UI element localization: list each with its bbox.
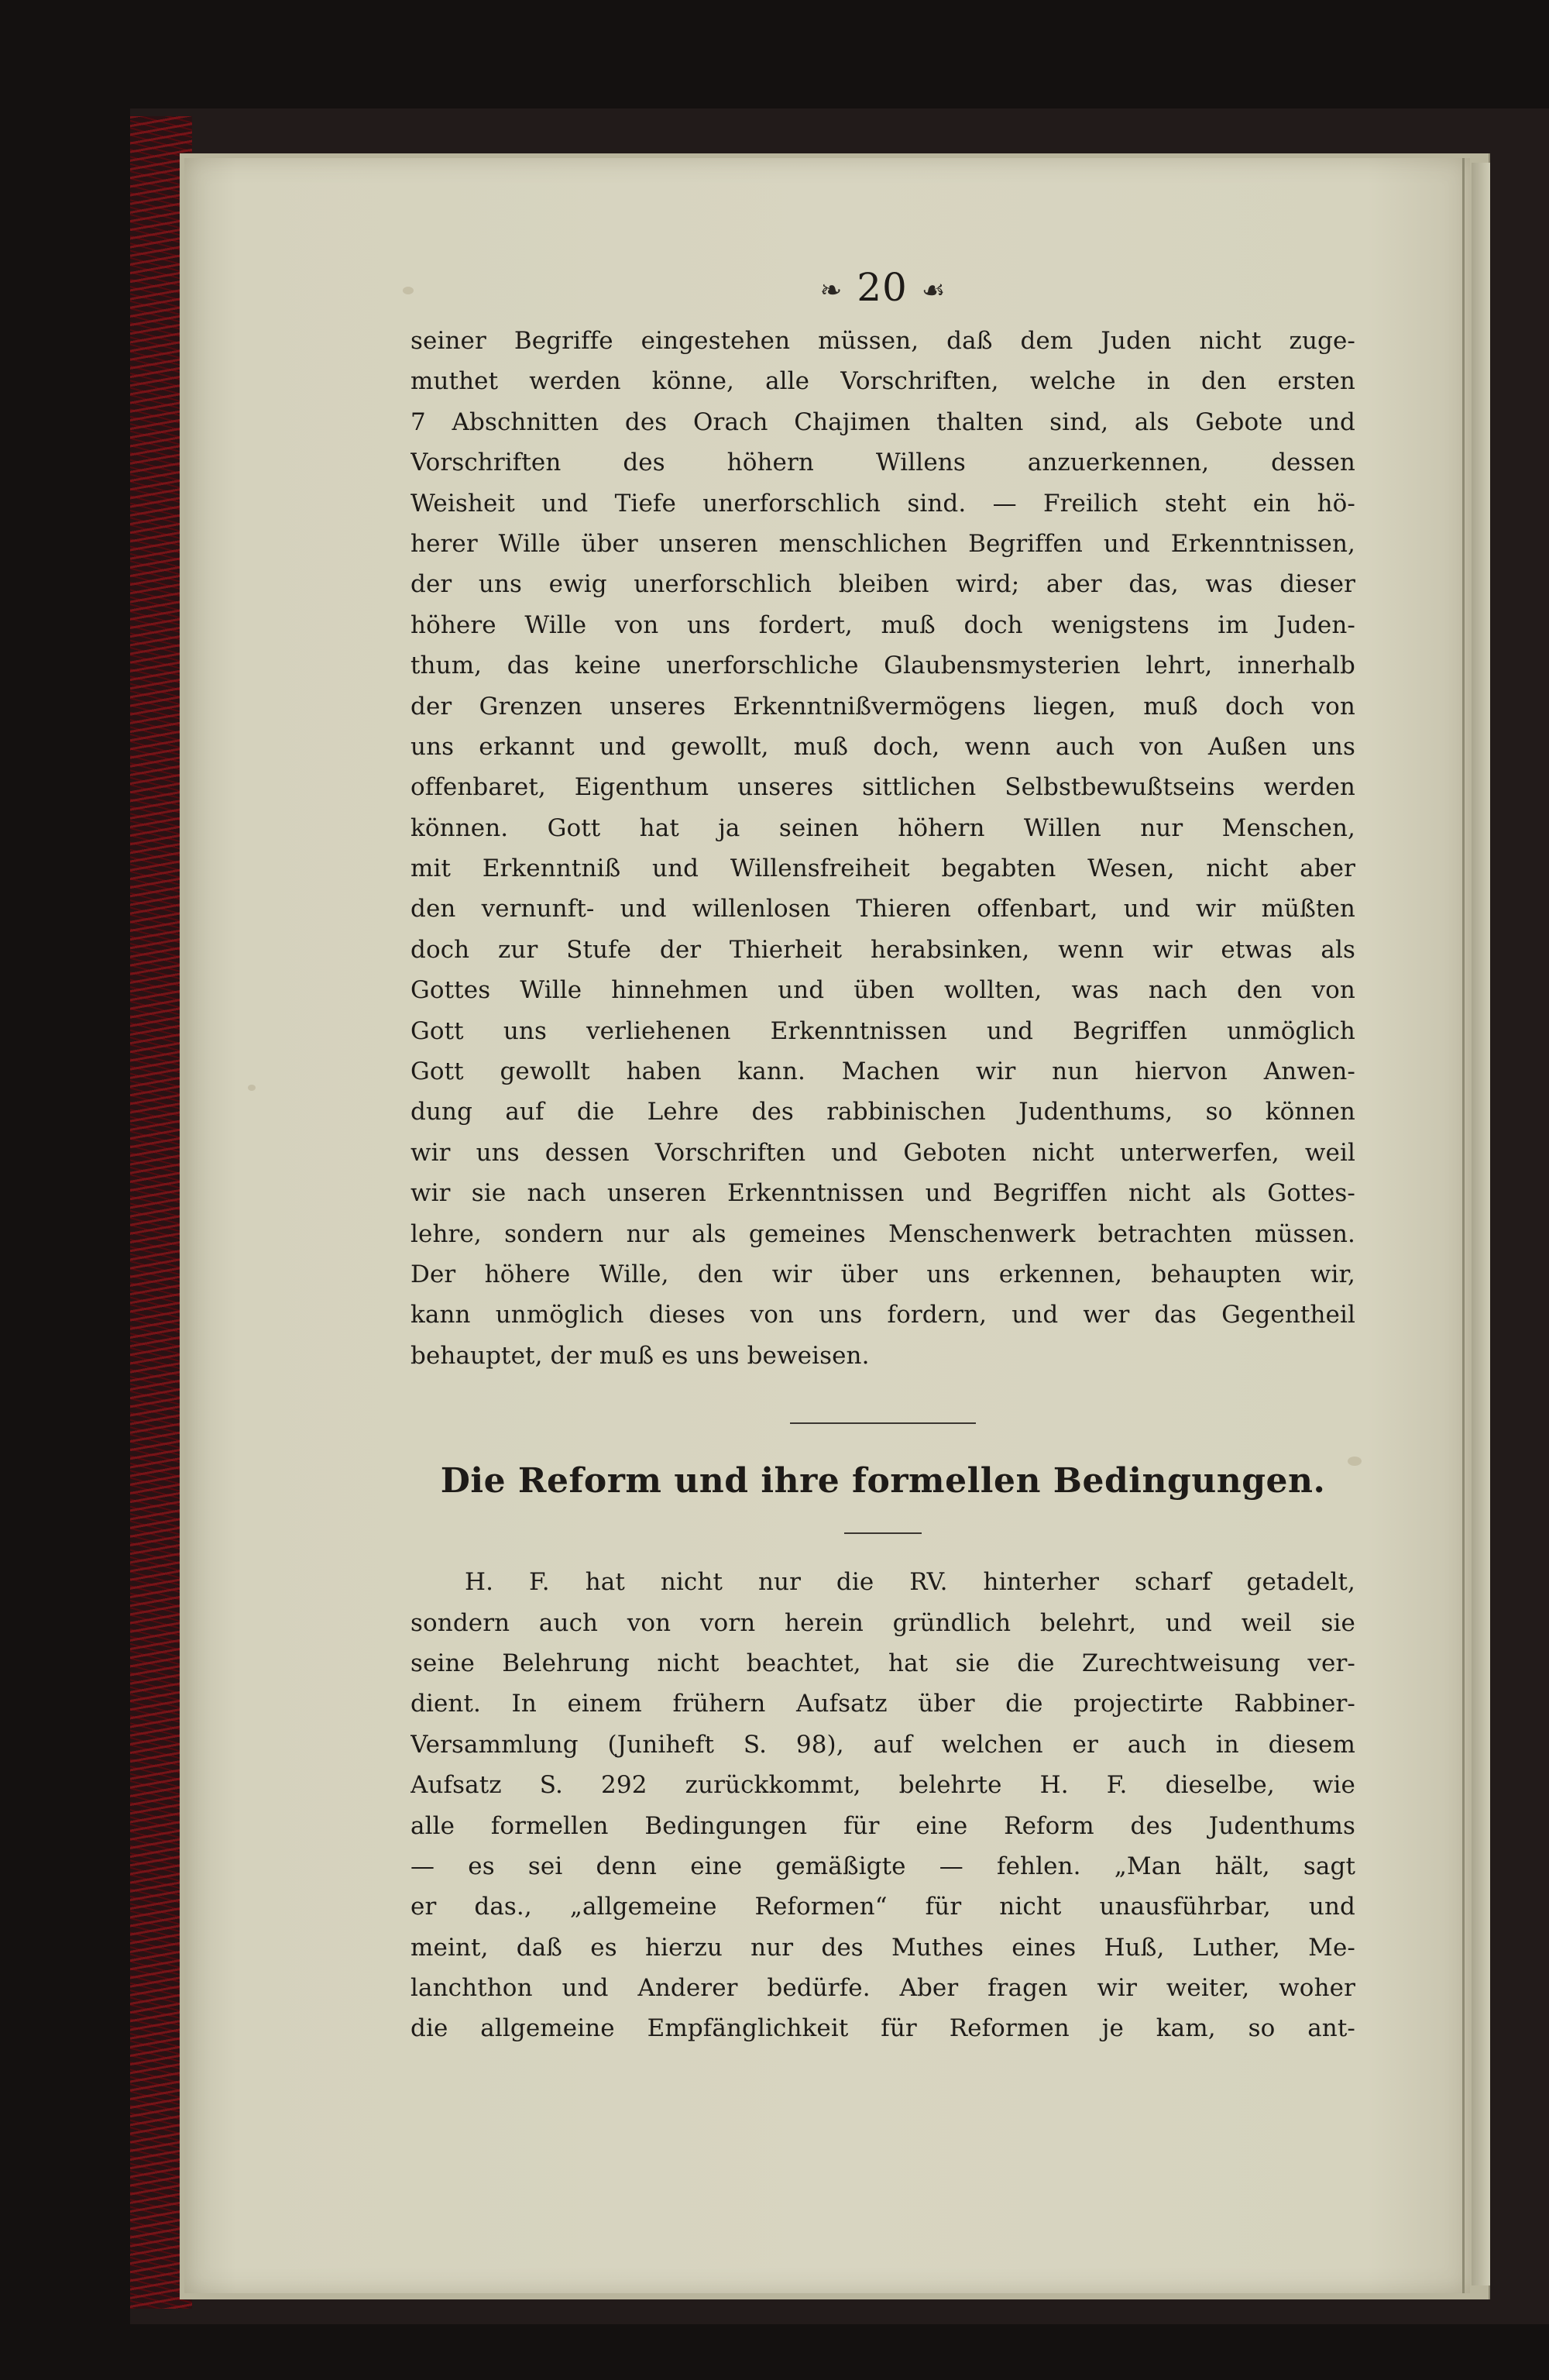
page-fold-line [1462, 158, 1465, 2293]
text-line: behauptet, der muß es uns beweisen. [410, 1341, 870, 1370]
text-line: sondern auch von vorn herein gründlich belehrt, und weil sie [410, 1608, 1355, 1637]
text-line: der Grenzen unseres Erkenntnißvermögens liegen, muß doch von [410, 692, 1355, 721]
ornament-left-icon: ❧ [819, 275, 843, 306]
text-line: seiner Begriffe eingestehen müssen, daß dem Juden nicht zuge- [410, 327, 1355, 355]
text-line: alle formellen Bedingungen für eine Reform des Judenthums [410, 1811, 1355, 1840]
text-line: thum, das keine unerforschliche Glaubensmysterien lehrt, innerhalb [410, 652, 1355, 680]
text-line: Vorschriften des höhern Willens anzuerkennen, dessen [410, 449, 1355, 477]
section-divider-top [790, 1422, 976, 1424]
paragraph-2 [410, 1562, 1355, 2049]
text-line: wir uns dessen Vorschriften und Geboten nicht unterwerfen, weil [410, 1138, 1355, 1167]
text-line: Gott uns verliehenen Erkenntnissen und Begriffen unmöglich [410, 1016, 1355, 1045]
text-line: — es sei denn eine gemäßigte — fehlen. „Man hält, sagt [410, 1852, 1355, 1880]
text-line: Weisheit und Tiefe unerforschlich sind. — Freilich steht ein hö- [410, 489, 1355, 518]
foxing-spot [248, 1085, 256, 1091]
page-header [410, 256, 1355, 319]
text-line: doch zur Stufe der Thierheit herabsinken, wenn wir etwas als [410, 935, 1355, 964]
text-line: dung auf die Lehre des rabbinischen Judenthums, so können [410, 1098, 1355, 1126]
text-line: mit Erkenntniß und Willensfreiheit begabten Wesen, nicht aber [410, 855, 1355, 883]
text-line: lehre, sondern nur als gemeines Menschenwerk betrachten müssen. [410, 1219, 1355, 1248]
text-line: 7 Abschnitten des Orach Chajimen thalten sind, als Gebote und [410, 408, 1355, 436]
page-number: 20 [857, 265, 908, 310]
text-line: dient. In einem frühern Aufsatz über die projectirte Rabbiner- [410, 1690, 1355, 1718]
text-line: uns erkannt und gewollt, muß doch, wenn auch von Außen uns [410, 732, 1355, 761]
text-line: Gottes Wille hinnehmen und üben wollten, was nach den von [410, 976, 1355, 1005]
text-line: Aufsatz S. 292 zurückkommt, belehrte H. F. dieselbe, wie [410, 1771, 1355, 1800]
text-line: höhere Wille von uns fordert, muß doch wenigstens im Juden- [410, 610, 1355, 639]
text-line: kann unmöglich dieses von uns fordern, und wer das Gegentheil [410, 1301, 1355, 1329]
text-line: herer Wille über unseren menschlichen Begriffen und Erkenntnissen, [410, 529, 1355, 558]
text-line: Der höhere Wille, den wir über uns erkennen, behaupten wir, [410, 1260, 1355, 1288]
text-line: die allgemeine Empfänglichkeit für Reformen je kam, so ant- [410, 2014, 1355, 2043]
text-line: muthet werden könne, alle Vorschriften, welche in den ersten [410, 367, 1355, 396]
text-line: er das., „allgemeine Reformen“ für nicht unausführbar, und [410, 1893, 1355, 1921]
text-line: offenbaret, Eigenthum unseres sittlichen Selbstbewußtseins werden [410, 773, 1355, 802]
text-line: H. F. hat nicht nur die RV. hinterher scharf getadelt, [465, 1568, 1355, 1597]
section-heading: Die Reform und ihre formellen Bedingungen. [440, 1461, 1326, 1501]
section-divider-bottom [844, 1532, 922, 1534]
text-line: Gott gewollt haben kann. Machen wir nun hiervon Anwen- [410, 1058, 1355, 1086]
page-text [410, 256, 1355, 2049]
text-line: Versammlung (Juniheft S. 98), auf welchen er auch in diesem [410, 1730, 1355, 1759]
text-line: den vernunft- und willenlosen Thieren offenbart, und wir müßten [410, 895, 1355, 923]
text-line: der uns ewig unerforschlich bleiben wird; aber das, was dieser [410, 570, 1355, 599]
text-line: meint, daß es hierzu nur des Muthes eines Huß, Luther, Me- [410, 1933, 1355, 1962]
text-line: wir sie nach unseren Erkenntnissen und Begriffen nicht als Gottes- [410, 1179, 1355, 1208]
ornament-right-icon: ☙ [921, 275, 946, 306]
text-line: lanchthon und Anderer bedürfe. Aber fragen wir weiter, woher [410, 1974, 1355, 2003]
text-line: können. Gott hat ja seinen höhern Willen nur Menschen, [410, 813, 1355, 842]
text-line: seine Belehrung nicht beachtet, hat sie die Zurechtweisung ver- [410, 1649, 1355, 1677]
right-page-edge [1472, 163, 1490, 2285]
paragraph-1 [410, 321, 1355, 1376]
